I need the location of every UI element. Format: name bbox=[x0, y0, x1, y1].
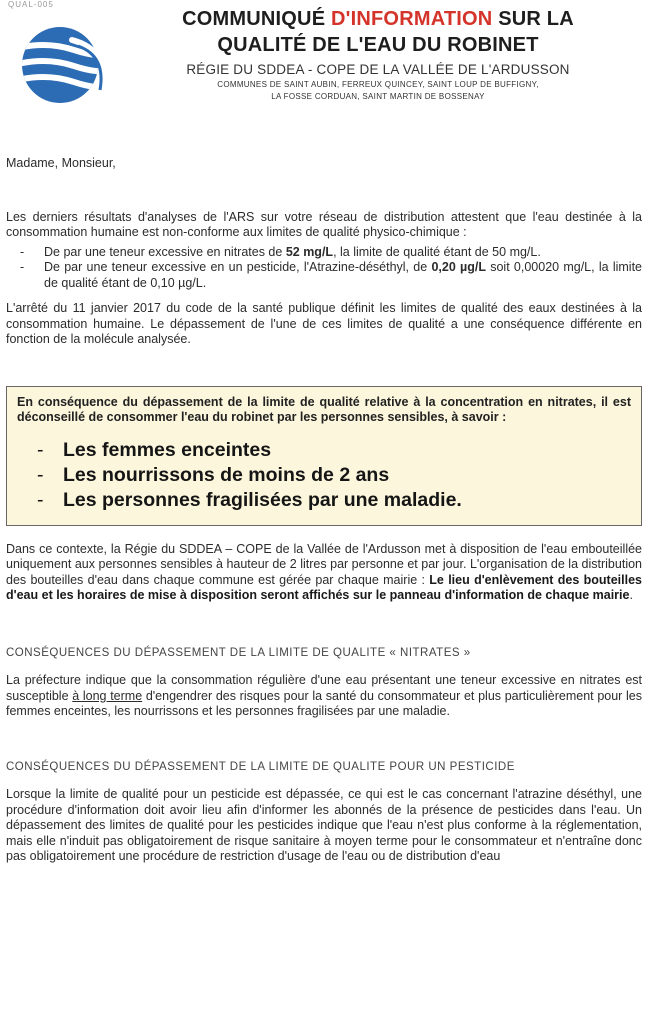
list-item: - Les nourrissons de moins de 2 ans bbox=[17, 463, 631, 488]
title-line-2: QUALITÉ DE L'EAU DU ROBINET bbox=[217, 34, 539, 56]
sensitive-people-list bbox=[17, 438, 631, 513]
pesticide-paragraph: Lorsque la limite de qualité pour un pesticide est dépassée, ce qui est le cas concernant l'atrazine déséthyl, une procédure d'information doit avoir lieu afin d'informer les abonnés de la présence de pesticides dans l'eau. Un dépassement des limites de qualité pour les pesticides indique que l'eau n'est plus conforme à la réglementation, mais elle n'induit pas obligatoirement de risque sanitaire à moyen terme pour le consommateur et n'entraîne donc pas obligatoirement une procédure de restriction d'usage de l'eau ou de distribution d'eau bbox=[6, 787, 642, 863]
list-item: - Les femmes enceintes bbox=[17, 438, 631, 463]
greeting: Madame, Monsieur, bbox=[6, 156, 116, 170]
warning-box bbox=[6, 386, 642, 526]
water-wave-logo-icon bbox=[14, 20, 114, 110]
results-list bbox=[6, 245, 642, 292]
communes-line-1: COMMUNES DE SAINT AUBIN, FERREUX QUINCEY, SAINT LOUP DE BUFFIGNY, bbox=[217, 80, 539, 89]
list-item: - De par une teneur excessive en nitrates de 52 mg/L, la limite de qualité étant de 50 mg/L. bbox=[6, 245, 642, 261]
communes-line-2: LA FOSSE CORDUAN, SAINT MARTIN DE BOSSENAY bbox=[271, 92, 485, 101]
intro-paragraph: Les derniers résultats d'analyses de l'ARS sur votre réseau de distribution attestent que l'eau destinée à la consommation humaine est non-conforme aux limites de qualité physico-chimique : bbox=[6, 209, 642, 239]
document-header bbox=[118, 6, 638, 102]
warning-text: En conséquence du dépassement de la limite de qualité relative à la concentration en nitrates, il est déconseillé de consommer l'eau du robinet par les personnes sensibles, à savoir : bbox=[17, 394, 631, 424]
document-reference-stamp: QUAL-005 bbox=[8, 0, 54, 9]
document-body bbox=[6, 156, 642, 865]
arrete-paragraph: L'arrêté du 11 janvier 2017 du code de la santé publique définit les limites de qualité des eaux destinées à la consommation humaine. Le dépassement de l'une de ces limites de qualité a une conséquence différente en fonction de la molécule analysée. bbox=[6, 301, 642, 346]
title-red-word: D'INFORMATION bbox=[331, 8, 493, 30]
list-item: - De par une teneur excessive en un pesticide, l'Atrazine-déséthyl, de 0,20 µg/L soit 0,00020 mg/L, la limite de qualité étant de 0,10 µg/L. bbox=[6, 260, 642, 291]
title-line-1: COMMUNIQUÉ D'INFORMATION SUR LA bbox=[182, 8, 574, 30]
nitrates-paragraph: La préfecture indique que la consommation régulière d'une eau présentant une teneur excessive en nitrates est susceptible à long terme d'engendrer des risques pour la santé du consommateur et plus particulièrement pour les femmes enceintes, les nourrissons et les personnes fragilisées par une maladie. bbox=[6, 673, 643, 718]
context-paragraph: Dans ce contexte, la Régie du SDDEA – COPE de la Vallée de l'Ardusson met à disposition de l'eau embouteillée uniquement aux personnes sensibles à hauteur de 2 litres par personne et par jour. L'organisation de la distribution des bouteilles d'eau dans chaque commune est gérée par chaque mairie : Le lieu d'enlèvement des bouteilles d'eau et les horaires de mise à disposition seront affichés sur le panneau d'information de chaque mairie. bbox=[6, 541, 642, 602]
subtitle: RÉGIE DU SDDEA - COPE DE LA VALLÉE DE L'ARDUSSON bbox=[186, 62, 570, 77]
section-title-nitrates: CONSÉQUENCES DU DÉPASSEMENT DE LA LIMITE DE QUALITE « NITRATES » bbox=[6, 646, 471, 659]
section-title-pesticide: CONSÉQUENCES DU DÉPASSEMENT DE LA LIMITE DE QUALITE POUR UN PESTICIDE bbox=[6, 760, 515, 773]
list-item: - Les personnes fragilisées par une maladie. bbox=[17, 488, 631, 513]
